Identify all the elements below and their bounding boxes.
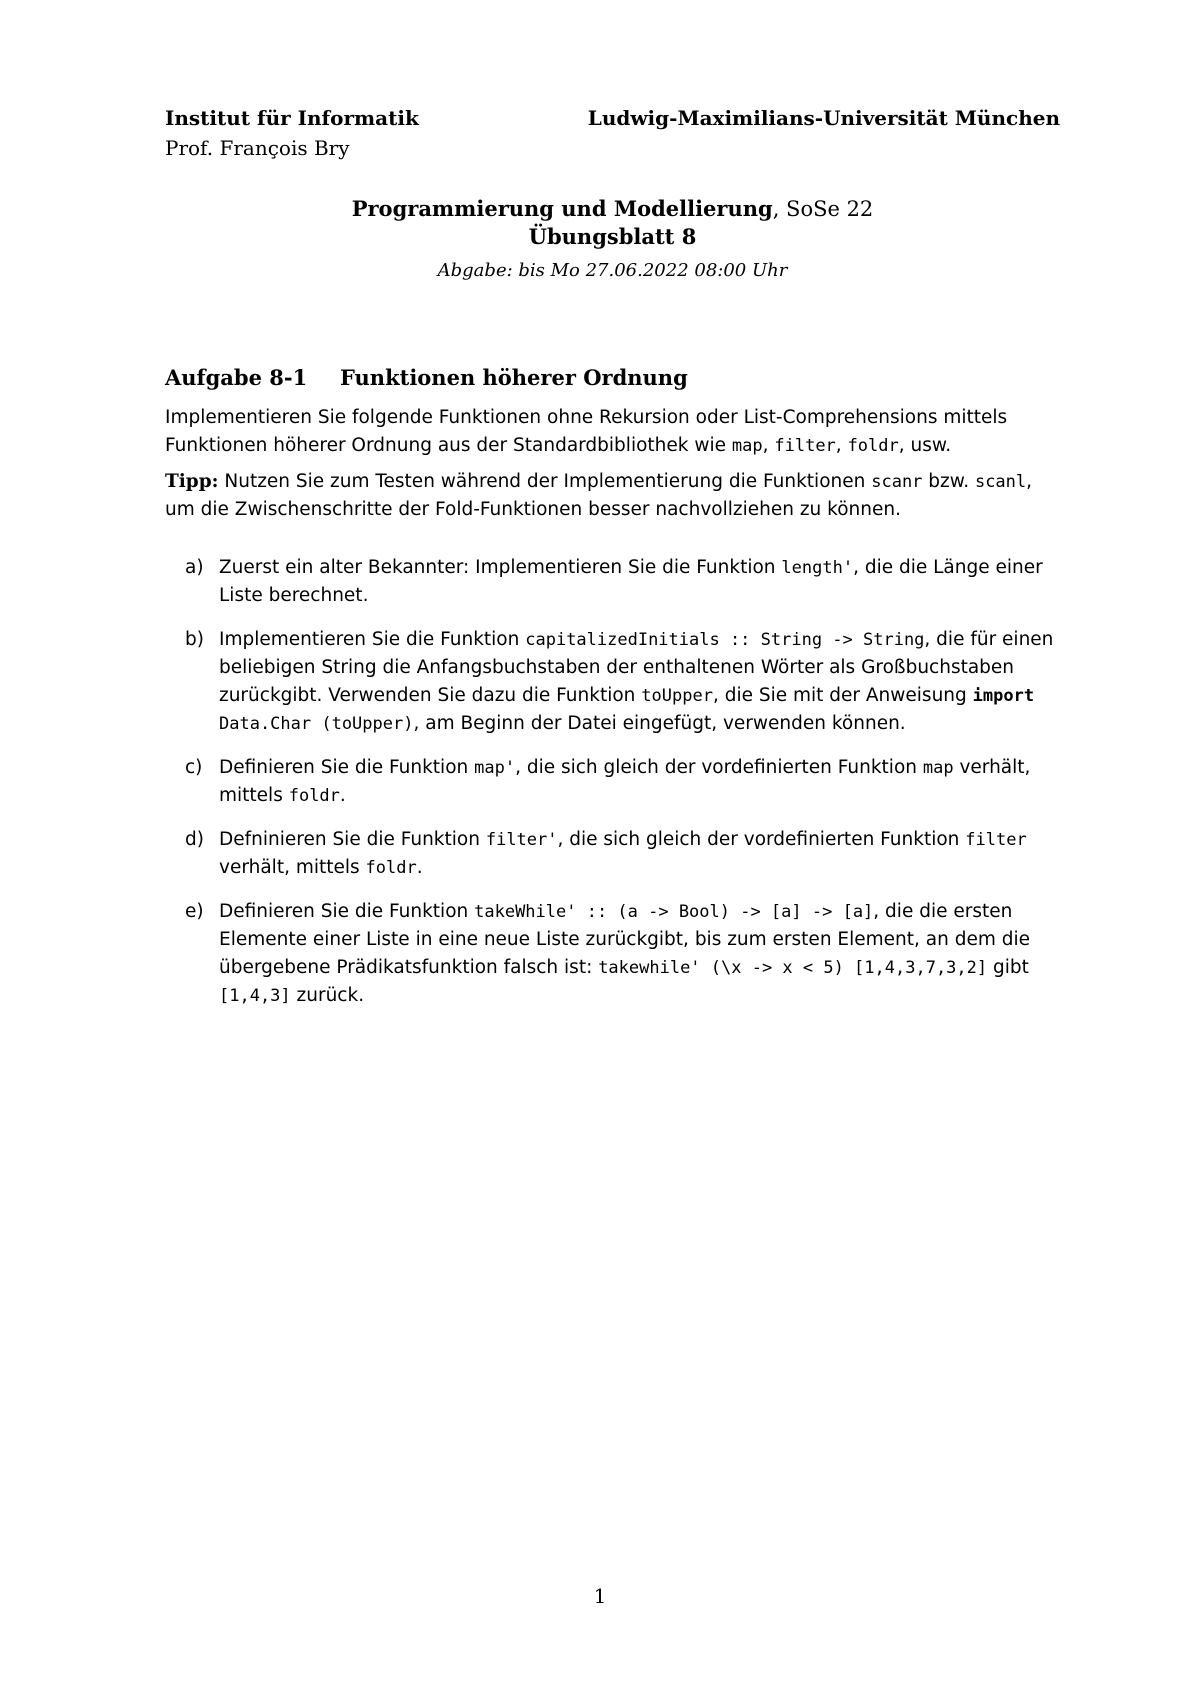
subtask-text: Definieren Sie die Funktion xyxy=(219,757,475,778)
intro-text: , usw. xyxy=(898,435,952,456)
subtask-text: . xyxy=(416,857,423,878)
subtask-b xyxy=(185,626,1060,738)
subtask-text: Zuerst ein alter Bekannter: Implementieren Sie die Funktion xyxy=(219,557,782,578)
subtask-label: d) xyxy=(185,829,204,850)
subtask-e xyxy=(185,898,1060,1010)
task-number: Aufgabe 8-1 xyxy=(165,365,308,390)
subtask-code: toUpper xyxy=(641,686,713,706)
subtask-label: b) xyxy=(185,629,204,650)
subtask-text: verhält, mittels xyxy=(219,857,366,878)
course-name: Programmierung und Modellierung xyxy=(351,196,773,221)
subtask-text: , die Sie mit der Anweisung xyxy=(712,685,973,706)
tipp-code: scanl xyxy=(974,472,1027,492)
subtask-text: . xyxy=(339,785,346,806)
deadline: Abgabe: bis Mo 27.06.2022 08:00 Uhr xyxy=(437,260,788,281)
subtask-code: takewhile' (\x -> x < 5) [1,4,3,7,3,2] xyxy=(598,958,988,978)
university-name: Ludwig-Maximilians-Universität München xyxy=(587,106,1060,130)
intro-code: foldr xyxy=(847,436,899,456)
subtask-text: verhält, mittels xyxy=(219,757,1031,806)
subtask-text: , am Beginn der Datei eingefügt, verwenden können. xyxy=(413,713,906,734)
subtask-text: , die für einen beliebigen String die Anfangsbuchstaben der enthaltenen Wörter als Großbuchstaben zurückgibt. Verwenden Sie dazu die Funktion xyxy=(219,629,1054,706)
intro-text: , xyxy=(835,435,848,456)
tipp-paragraph xyxy=(165,468,1060,524)
task-name: Funktionen höherer Ordnung xyxy=(340,365,688,390)
subtask-code: filter' xyxy=(485,830,558,850)
subtask-c xyxy=(185,754,1060,810)
subtask-label: e) xyxy=(185,901,204,922)
subtask-d xyxy=(185,826,1060,882)
intro-code: map xyxy=(731,436,763,456)
course-title xyxy=(165,196,1060,221)
tipp-label: Tipp: xyxy=(165,471,219,492)
subtask-code: Data.Char (toUpper) xyxy=(219,714,414,734)
subtask-code: takeWhile' :: (a -> Bool) -> [a] -> [a] xyxy=(474,902,874,922)
task-heading xyxy=(165,365,688,390)
subtask-code: foldr xyxy=(288,786,340,806)
subtask-code: length' xyxy=(781,558,854,578)
tipp-text: bzw. xyxy=(922,471,975,492)
subtask-label: c) xyxy=(185,757,203,778)
professor-name: Prof. François Bry xyxy=(165,136,350,160)
subtask-text: zurück. xyxy=(290,985,365,1006)
subtask-a xyxy=(185,554,1060,610)
subtask-code: capitalizedInitials :: String -> String xyxy=(525,630,925,650)
subtask-text: Definieren Sie die Funktion xyxy=(219,901,475,922)
tipp-code: scanr xyxy=(871,472,923,492)
tipp-text: , um die Zwischenschritte der Fold-Funktionen besser nachvollziehen zu können. xyxy=(165,471,1033,520)
institute-name: Institut für Informatik xyxy=(165,106,419,130)
intro-code: filter xyxy=(774,436,836,456)
subtask-text: , die die Länge einer Liste berechnet. xyxy=(219,557,1043,606)
subtask-code: foldr xyxy=(365,858,417,878)
subtask-text: , die sich gleich der vordefinierten Funktion xyxy=(557,829,966,850)
course-semester: , SoSe 22 xyxy=(772,197,874,221)
intro-text: , xyxy=(762,435,775,456)
intro-text: Implementieren Sie folgende Funktionen ohne Rekursion oder List-Comprehensions mittels Funktionen höherer Ordnung aus der Standardbibliothek wie xyxy=(165,407,1008,456)
subtask-code: filter xyxy=(965,830,1027,850)
subtask-text: Defninieren Sie die Funktion xyxy=(219,829,486,850)
subtask-code: [1,4,3] xyxy=(219,986,291,1006)
task-intro xyxy=(165,404,1060,460)
subtask-code: map xyxy=(922,758,954,778)
page-number: 1 xyxy=(593,1584,607,1608)
tipp-text: Nutzen Sie zum Testen während der Implementierung die Funktionen xyxy=(218,471,872,492)
subtask-text: , die sich gleich der vordefinierten Funktion xyxy=(515,757,923,778)
subtask-text: Implementieren Sie die Funktion xyxy=(219,629,526,650)
subtask-code-keyword: import xyxy=(972,686,1035,706)
subtask-text: , die die ersten Elemente einer Liste in eine neue Liste zurückgibt, bis zum ersten Element, an dem die übergebene Prädikatsfunktion falsch ist: xyxy=(219,901,1031,978)
subtask-text: gibt xyxy=(987,957,1029,978)
sheet-title: Übungsblatt 8 xyxy=(528,224,697,249)
subtask-code: map' xyxy=(474,758,516,778)
subtask-label: a) xyxy=(185,557,204,578)
